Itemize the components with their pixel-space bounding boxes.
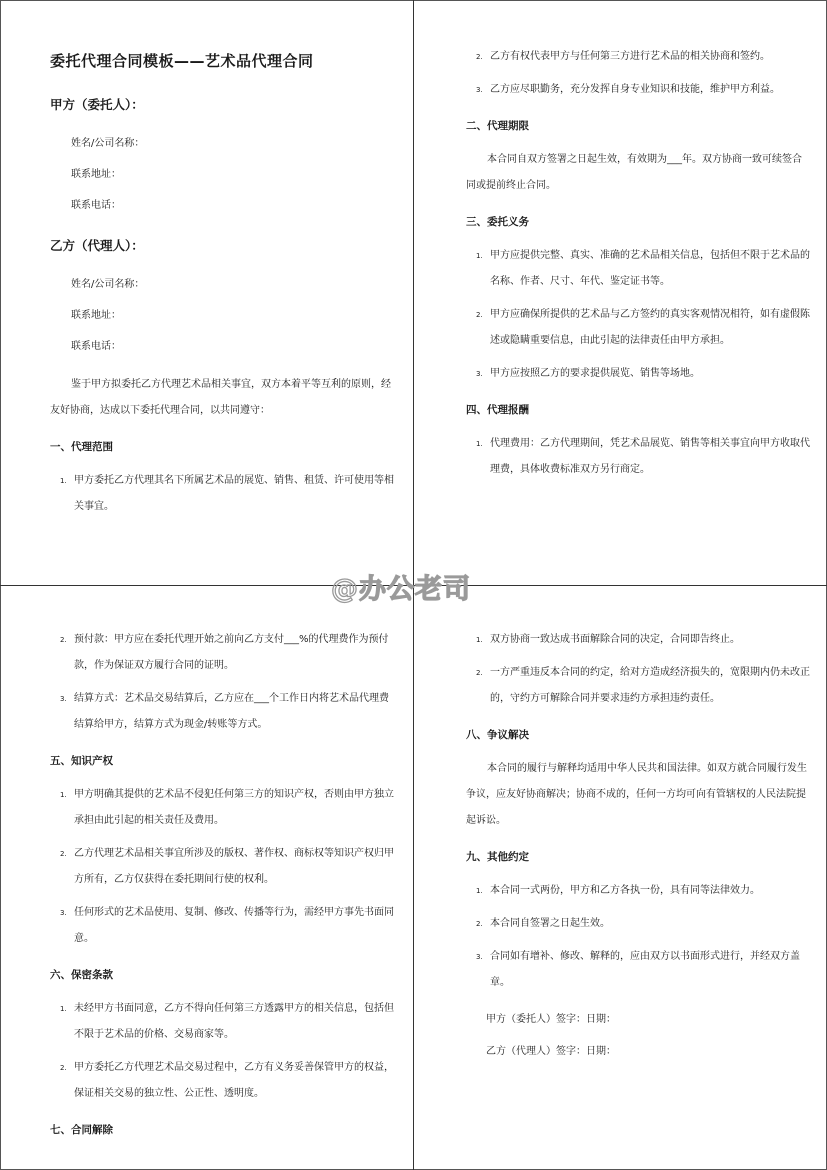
list-item: [50, 1055, 395, 1107]
list-text: 甲方应按照乙方的要求提供展览、销售等场地。: [490, 368, 700, 379]
list-number: 2.: [60, 1064, 67, 1072]
party-a-name-field: 姓名/公司名称：: [71, 138, 145, 149]
list-number: 2.: [476, 669, 483, 677]
section-heading-termination: 七、合同解除: [50, 1124, 113, 1136]
list-text: 双方协商一致达成书面解除合同的决定，合同即告终止。: [490, 634, 740, 645]
section-heading-ip: 五、知识产权: [50, 755, 113, 767]
scope-list: [50, 468, 395, 520]
section-heading-remuneration: 四、代理报酬: [466, 404, 529, 416]
list-item: [466, 944, 811, 996]
list-text: 任何形式的艺术品使用、复制、修改、传播等行为，需经甲方事先书面同意。: [74, 907, 394, 944]
list-number: 2.: [476, 920, 483, 928]
remuneration-list-continued: [50, 627, 395, 738]
list-item: [466, 660, 811, 712]
section-heading-confidentiality: 六、保密条款: [50, 969, 113, 981]
remuneration-list: [466, 431, 811, 483]
list-text: 合同如有增补、修改、解释的，应由双方以书面形式进行，并经双方盖章。: [490, 951, 800, 988]
list-item: [50, 996, 395, 1048]
other-list: [466, 878, 811, 996]
list-text: 预付款：甲方应在委托代理开始之前向乙方支付___%的代理费作为预付款，作为保证双方履行合同的证明。: [74, 634, 389, 671]
list-item: [466, 431, 811, 483]
list-text: 甲方明确其提供的艺术品不侵犯任何第三方的知识产权，否则由甲方独立承担由此引起的相关责任及费用。: [74, 789, 394, 826]
list-text: 结算方式：艺术品交易结算后，乙方应在___个工作日内将艺术品代理费结算给甲方，结算方式为现金/转账等方式。: [74, 693, 389, 730]
signature-party-a: 甲方（委托人）签字：日期：: [486, 1014, 616, 1025]
list-item: [50, 686, 395, 738]
list-text: 乙方代理艺术品相关事宜所涉及的版权、著作权、商标权等知识产权归甲方所有，乙方仅获得在委托期间行使的权利。: [74, 848, 394, 885]
list-text: 甲方应提供完整、真实、准确的艺术品相关信息，包括但不限于艺术品的名称、作者、尺寸、年代、鉴定证书等。: [490, 250, 810, 287]
party-b-name-field: 姓名/公司名称：: [71, 279, 145, 290]
list-number: 2.: [60, 636, 67, 644]
party-b-address-field: 联系地址：: [71, 310, 121, 321]
list-item: [466, 361, 811, 387]
panel-top-right: [466, 44, 811, 491]
list-number: 3.: [476, 953, 483, 961]
list-number: 1.: [60, 477, 67, 485]
obligations-list: [466, 243, 811, 387]
panel-bottom-right: [466, 627, 811, 1068]
list-text: 甲方委托乙方代理艺术品交易过程中，乙方有义务妥善保管甲方的权益，保证相关交易的独立性、公正性、透明度。: [74, 1062, 394, 1099]
party-a-phone-field: 联系电话：: [71, 200, 121, 211]
list-text: 乙方有权代表甲方与任何第三方进行艺术品的相关协商和签约。: [490, 51, 770, 62]
list-number: 1.: [476, 252, 483, 260]
term-paragraph: 本合同自双方签署之日起生效，有效期为___年。双方协商一致可续签合同或提前终止合同。: [466, 154, 802, 191]
list-number: 1.: [476, 887, 483, 895]
list-item: [466, 627, 811, 653]
section-heading-disputes: 八、争议解决: [466, 729, 529, 741]
list-text: 未经甲方书面同意，乙方不得向任何第三方透露甲方的相关信息，包括但不限于艺术品的价格、交易商家等。: [74, 1003, 394, 1040]
list-text: 代理费用：乙方代理期间，凭艺术品展览、销售等相关事宜向甲方收取代理费，具体收费标准双方另行商定。: [490, 438, 810, 475]
list-item: [50, 468, 395, 520]
list-item: [466, 77, 811, 103]
list-number: 1.: [476, 440, 483, 448]
section-heading-other: 九、其他约定: [466, 851, 529, 863]
list-text: 一方严重违反本合同的约定，给对方造成经济损失的，宽限期内仍未改正的，守约方可解除合同并要求违约方承担违约责任。: [490, 667, 810, 704]
list-number: 3.: [476, 370, 483, 378]
party-a-heading: 甲方（委托人）：: [50, 97, 144, 112]
section-heading-scope: 一、代理范围: [50, 441, 113, 453]
watermark: @办公老司: [331, 574, 471, 605]
ip-list: [50, 782, 395, 952]
party-a-address-field: 联系地址：: [71, 169, 121, 180]
list-item: [50, 900, 395, 952]
list-item: [466, 878, 811, 904]
list-number: 3.: [60, 695, 67, 703]
panel-bottom-left: [50, 627, 395, 1151]
list-item: [50, 782, 395, 834]
intro-paragraph: 鉴于甲方拟委托乙方代理艺术品相关事宜，双方本着平等互利的原则，经友好协商，达成以下委托代理合同，以共同遵守：: [50, 379, 391, 416]
panel-top-left: [50, 48, 395, 528]
list-item: [466, 44, 811, 70]
list-number: 1.: [476, 636, 483, 644]
scope-list-continued: [466, 44, 811, 103]
list-item: [466, 302, 811, 354]
list-item: [466, 911, 811, 937]
list-text: 乙方应尽职勤务，充分发挥自身专业知识和技能，维护甲方利益。: [490, 84, 780, 95]
list-number: 2.: [476, 53, 483, 61]
party-b-heading: 乙方（代理人）：: [50, 238, 144, 253]
list-text: 甲方应确保所提供的艺术品与乙方签约的真实客观情况相符，如有虚假陈述或隐瞒重要信息，由此引起的法律责任由甲方承担。: [490, 309, 810, 346]
list-text: 本合同自签署之日起生效。: [490, 918, 610, 929]
confidentiality-list: [50, 996, 395, 1107]
list-number: 3.: [60, 909, 67, 917]
document-title: 委托代理合同模板——艺术品代理合同: [50, 52, 314, 70]
list-item: [466, 243, 811, 295]
section-heading-obligations: 三、委托义务: [466, 216, 529, 228]
list-number: 1.: [60, 1005, 67, 1013]
termination-list: [466, 627, 811, 712]
list-number: 3.: [476, 86, 483, 94]
list-item: [50, 841, 395, 893]
section-heading-term: 二、代理期限: [466, 120, 529, 132]
list-text: 甲方委托乙方代理其名下所属艺术品的展览、销售、租赁、许可使用等相关事宜。: [74, 475, 394, 512]
list-text: 本合同一式两份，甲方和乙方各执一份，具有同等法律效力。: [490, 885, 760, 896]
list-item: [50, 627, 395, 679]
disputes-paragraph: 本合同的履行与解释均适用中华人民共和国法律。如双方就合同履行发生争议，应友好协商解决；协商不成的，任何一方均可向有管辖权的人民法院提起诉讼。: [466, 763, 807, 826]
list-number: 1.: [60, 791, 67, 799]
party-b-phone-field: 联系电话：: [71, 341, 121, 352]
signature-party-b: 乙方（代理人）签字：日期：: [486, 1046, 616, 1057]
list-number: 2.: [60, 850, 67, 858]
list-number: 2.: [476, 311, 483, 319]
